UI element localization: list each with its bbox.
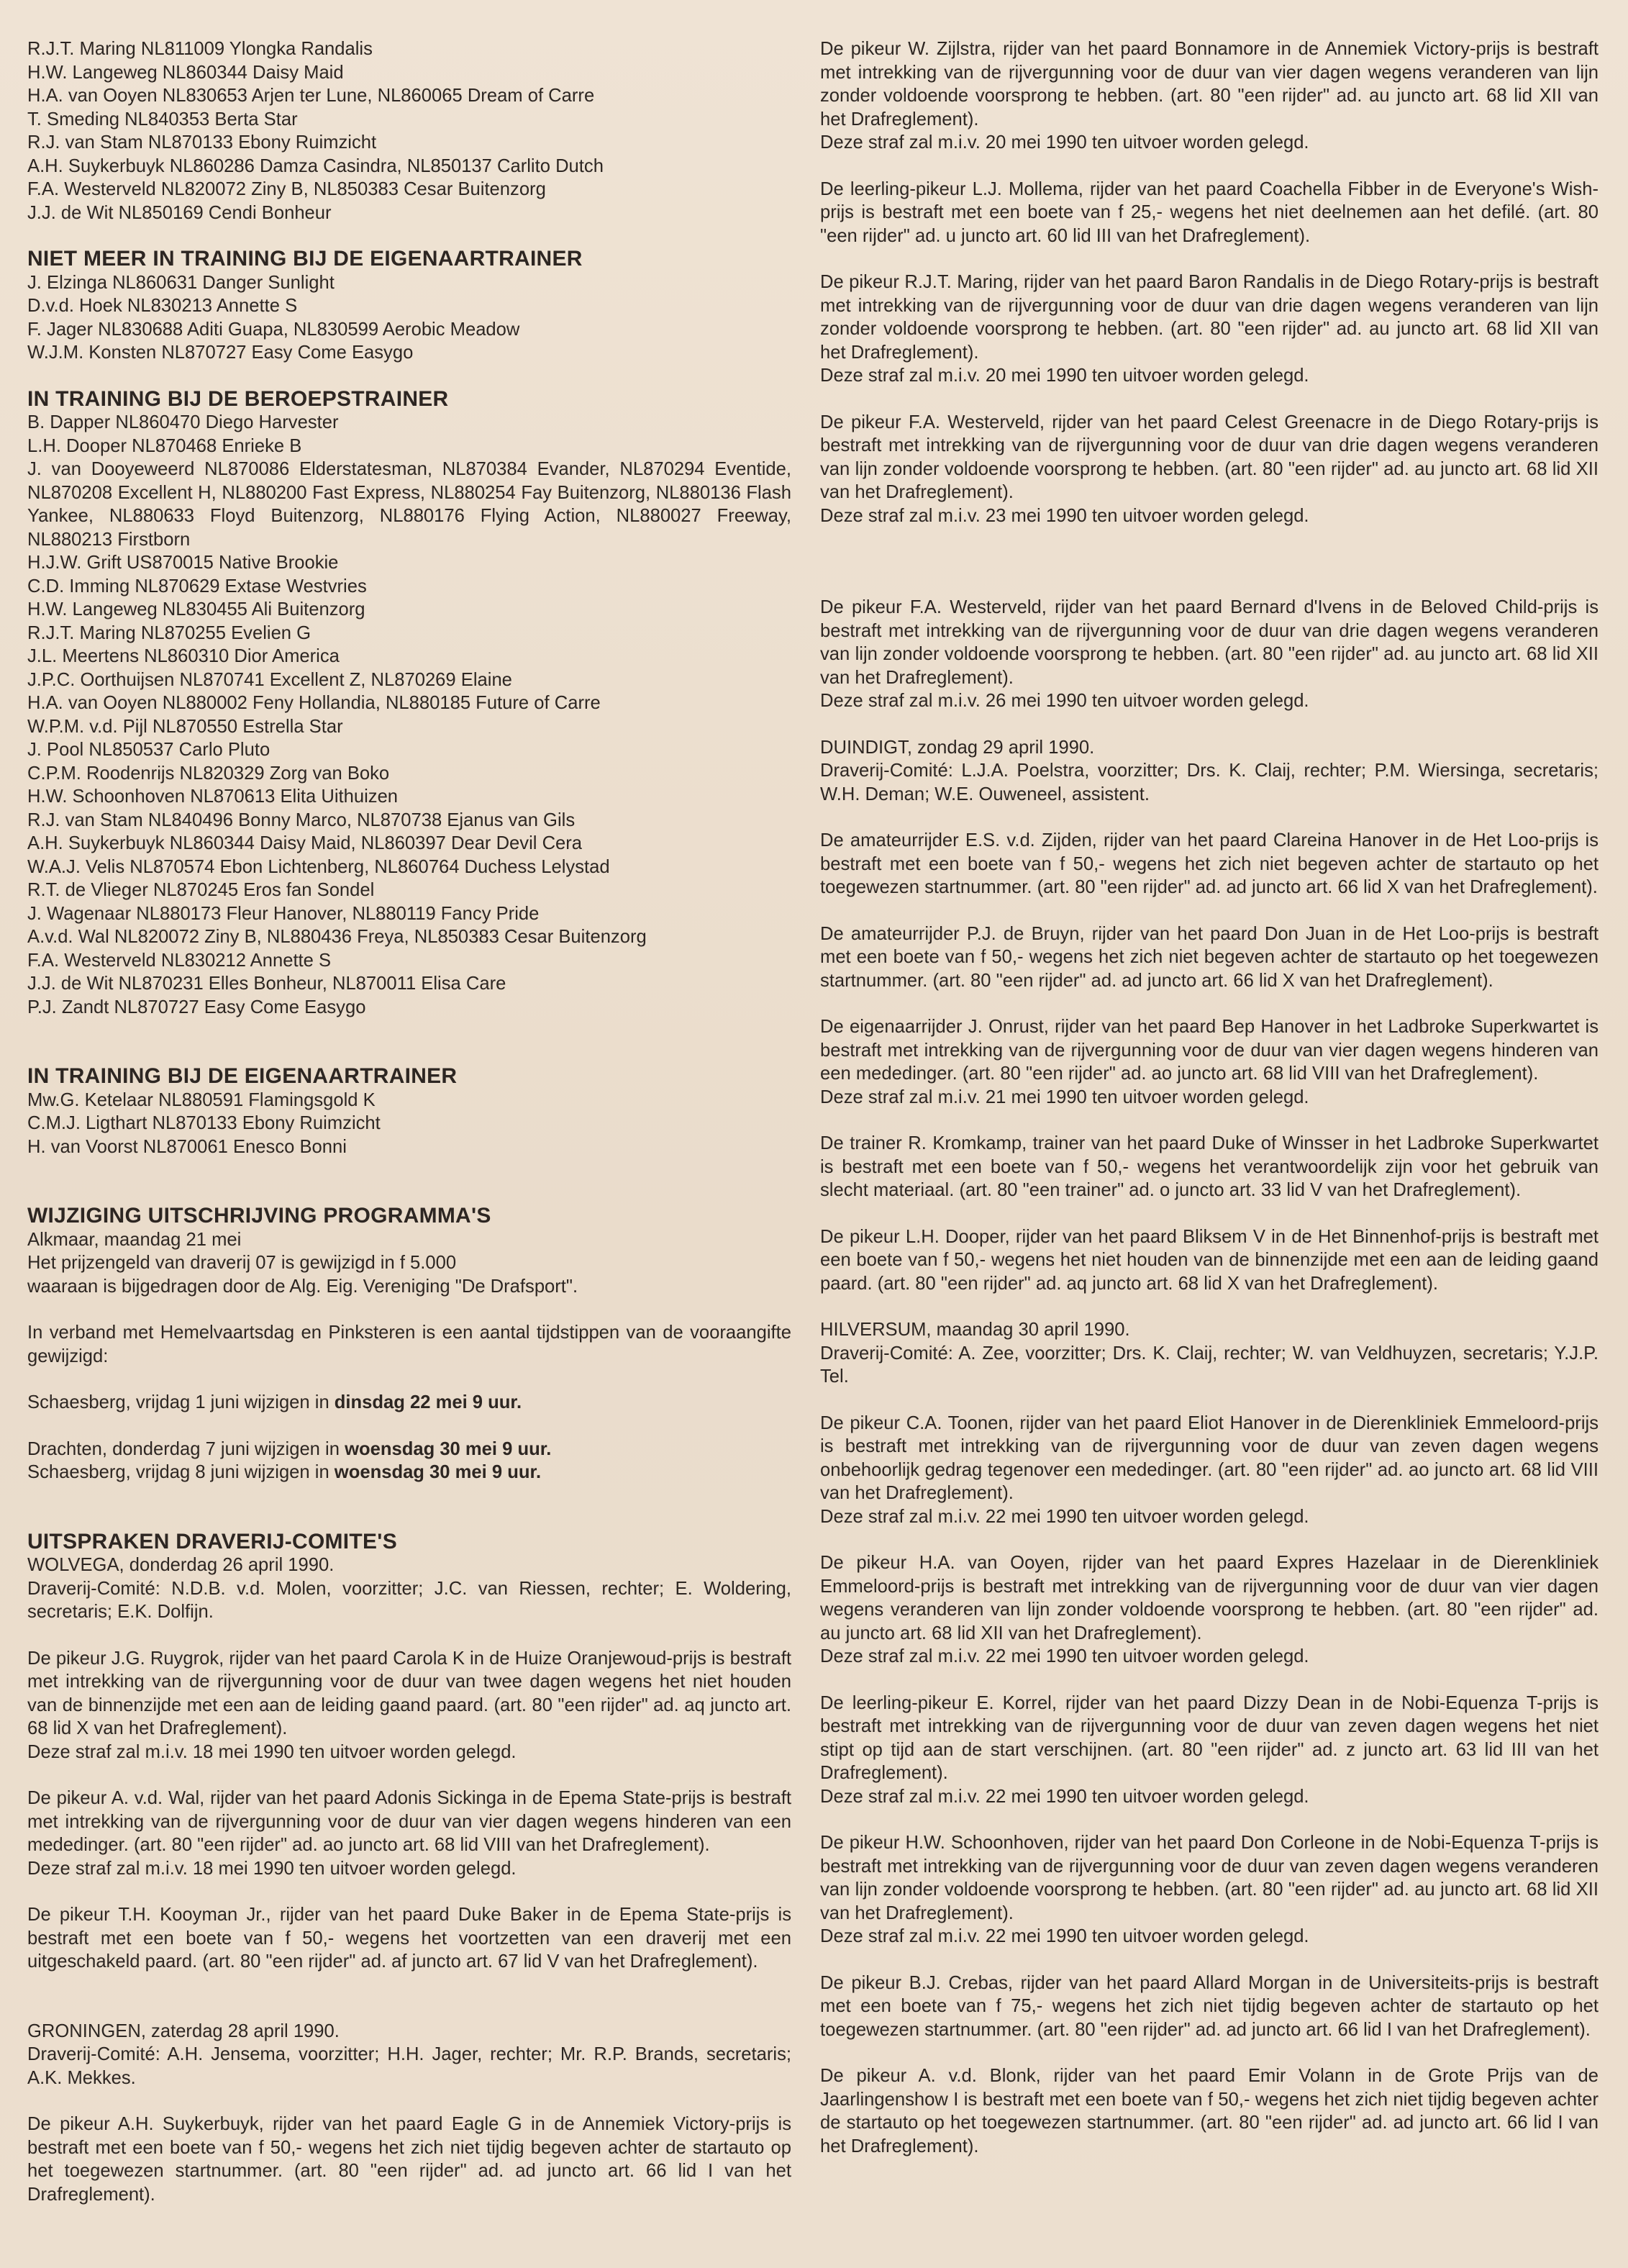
section-heading-niet-meer: NIET MEER IN TRAINING BIJ DE EIGENAARTRAINER (27, 247, 583, 271)
list-item: J.J. de Wit NL850169 Cendi Bonheur (27, 202, 332, 223)
list-item: H.A. van Ooyen NL880002 Feny Hollandia, NL880185 Future of Carre (27, 693, 601, 713)
list-item: W.J.M. Konsten NL870727 Easy Come Easygo (27, 343, 414, 363)
section-heading-wijziging: WIJZIGING UITSCHRIJVING PROGRAMMA'S (27, 1204, 491, 1228)
schedule-line: Schaesberg, vrijdag 8 juni wijzigen in woensdag 30 mei 9 uur. (27, 1462, 542, 1482)
section-heading-eigenaartrainer: IN TRAINING BIJ DE EIGENAARTRAINER (27, 1064, 458, 1088)
schedule-line: Drachten, donderdag 7 juni wijzigen in woensdag 30 mei 9 uur. (27, 1438, 552, 1459)
list-item: H.W. Langeweg NL860344 Daisy Maid (27, 62, 344, 83)
schedule-line: Schaesberg, vrijdag 1 juni wijzigen in dinsdag 22 mei 9 uur. (27, 1392, 522, 1412)
meeting-date: DUINDIGT, zondag 29 april 1990. (820, 737, 1095, 758)
list-item: B. Dapper NL860470 Diego Harvester (27, 412, 339, 432)
list-item: H.W. Langeweg NL830455 Ali Buitenzorg (27, 599, 365, 620)
list-item: P.J. Zandt NL870727 Easy Come Easygo (27, 997, 366, 1017)
ruling-paragraph: De leerling-pikeur L.J. Mollema, rijder van het paard Coachella Fibber in de Everyone's Wish-prijs is bestraft met een boete van f 25,- wegens het niet deelnemen aan het defilé. (art. 80 "een rijder" ad. u juncto art. 60 lid III van het Drafreglement). (820, 178, 1599, 246)
penalty-line: Deze straf zal m.i.v. 18 mei 1990 ten uitvoer worden gelegd. (27, 1858, 517, 1879)
ruling-paragraph: De pikeur C.A. Toonen, rijder van het paard Eliot Hanover in de Dierenkliniek Emmeloord-prijs is bestraft met intrekking van de rijvergunning voor de duur van zeven dagen wegens onbehoorlijk gedrag tegenover een mededinger. (art. 80 "een rijder" ad. ao juncto art. 68 lid VIII van het Drafreglement). (820, 1412, 1599, 1503)
list-item: F.A. Westerveld NL820072 Ziny B, NL850383 Cesar Buitenzorg (27, 179, 546, 199)
meeting-date: HILVERSUM, maandag 30 april 1990. (820, 1320, 1130, 1340)
penalty-line: Deze straf zal m.i.v. 26 mei 1990 ten uitvoer worden gelegd. (820, 691, 1309, 711)
penalty-line: Deze straf zal m.i.v. 22 mei 1990 ten uitvoer worden gelegd. (820, 1786, 1309, 1807)
penalty-line: Deze straf zal m.i.v. 22 mei 1990 ten uitvoer worden gelegd. (820, 1506, 1309, 1527)
list-item: R.J. van Stam NL870133 Ebony Ruimzicht (27, 132, 377, 153)
list-item: J. Pool NL850537 Carlo Pluto (27, 740, 270, 760)
list-item: Mw.G. Ketelaar NL880591 Flamingsgold K (27, 1089, 376, 1110)
top-list (27, 37, 791, 224)
section-heading-uitspraken: UITSPRAKEN DRAVERIJ-COMITE'S (27, 1529, 397, 1553)
list-item: F. Jager NL830688 Aditi Guapa, NL830599 Aerobic Meadow (27, 319, 520, 340)
list-item: W.P.M. v.d. Pijl NL870550 Estrella Star (27, 716, 343, 737)
list-item: C.M.J. Ligthart NL870133 Ebony Ruimzicht (27, 1113, 381, 1133)
meeting-date: WOLVEGA, donderdag 26 april 1990. (27, 1555, 335, 1575)
list-item: H.W. Schoonhoven NL870613 Elita Uithuizen (27, 786, 399, 807)
ruling-paragraph: De pikeur A. v.d. Wal, rijder van het paard Adonis Sickinga in de Epema State-prijs is bestraft met intrekking van de rijvergunning voor de duur van vier dagen wegens hinderen van een mededinger. (art. 80 "een rijder" ad. ao juncto art. 68 lid VIII van het Drafreglement). (27, 1788, 791, 1855)
list-item: A.H. Suykerbuyk NL860286 Damza Casindra, NL850137 Carlito Dutch (27, 155, 604, 176)
ruling-paragraph: De amateurrijder P.J. de Bruyn, rijder van het paard Don Juan in de Het Loo-prijs is bestraft met een boete van f 50,- wegens het zich niet begeven achter de startauto op het toegewezen startnummer. (art. 80 "een rijder" ad. ad juncto art. 66 lid X van het Drafreglement). (820, 923, 1599, 991)
right-column (820, 37, 1599, 2158)
ruling-paragraph: De trainer R. Kromkamp, trainer van het paard Duke of Winsser in het Ladbroke Superkwartet is bestraft met een boete van f 50,- wegens het verantwoordelijk zijn voor het gebruik van slecht materiaal. (art. 80 "een trainer" ad. o juncto art. 33 lid V van het Drafreglement). (820, 1133, 1599, 1200)
list-item: H.A. van Ooyen NL830653 Arjen ter Lune, NL860065 Dream of Carre (27, 86, 595, 106)
comite-members: Draverij-Comité: A.H. Jensema, voorzitter; H.H. Jager, rechter; Mr. R.P. Brands, secretaris; A.K. Mekkes. (27, 2044, 791, 2088)
left-column (27, 37, 791, 2206)
list-item: D.v.d. Hoek NL830213 Annette S (27, 296, 298, 316)
paragraph: In verband met Hemelvaartsdag en Pinksteren is een aantal tijdstippen van de vooraangifte gewijzigd: (27, 1323, 791, 1366)
list-item: R.T. de Vlieger NL870245 Eros fan Sondel (27, 880, 375, 900)
penalty-line: Deze straf zal m.i.v. 22 mei 1990 ten uitvoer worden gelegd. (820, 1646, 1309, 1666)
text-line: waaraan is bijgedragen door de Alg. Eig. Vereniging "De Drafsport". (27, 1276, 578, 1297)
ruling-paragraph: De pikeur A. v.d. Blonk, rijder van het paard Emir Volann in de Grote Prijs van de Jaarlingenshow I is bestraft met een boete van f 50,- wegens het zich niet tijdig begeven achter de startauto op het toegewezen startnummer. (art. 80 "een rijder" ad. ad juncto art. 66 lid I van het Drafreglement). (820, 2066, 1599, 2156)
list-item: J.P.C. Oorthuijsen NL870741 Excellent Z, NL870269 Elaine (27, 669, 512, 690)
list-item: C.P.M. Roodenrijs NL820329 Zorg van Boko (27, 763, 390, 784)
text-line: Alkmaar, maandag 21 mei (27, 1229, 242, 1250)
list-item: J.J. de Wit NL870231 Elles Bonheur, NL870011 Elisa Care (27, 974, 506, 994)
penalty-line: Deze straf zal m.i.v. 22 mei 1990 ten uitvoer worden gelegd. (820, 1926, 1309, 1946)
penalty-line: Deze straf zal m.i.v. 20 mei 1990 ten uitvoer worden gelegd. (820, 132, 1309, 153)
list-item: L.H. Dooper NL870468 Enrieke B (27, 435, 302, 456)
ruling-paragraph: De pikeur L.H. Dooper, rijder van het paard Bliksem V in de Het Binnenhof-prijs is bestraft met een boete van f 50,- wegens het niet houden van de binnenzijde met een aan de leiding gaand paard. (art. 80 "een rijder" ad. aq juncto art. 68 lid X van het Drafreglement). (820, 1226, 1599, 1294)
ruling-paragraph: De pikeur R.J.T. Maring, rijder van het paard Baron Randalis in de Diego Rotary-prijs is bestraft met intrekking van de rijvergunning voor de duur van drie dagen wegens veranderen van lijn zonder voldoende voorsprong te hebben. (art. 80 "een rijder" ad. au juncto art. 68 lid XII van het Drafreglement). (820, 272, 1599, 363)
ruling-paragraph: De amateurrijder E.S. v.d. Zijden, rijder van het paard Clareina Hanover in de Het Loo-prijs is bestraft met een boete van f 50,- wegens het zich niet begeven achter de startauto op het toegewezen startnummer. (art. 80 "een rijder" ad. ad juncto art. 66 lid X van het Drafreglement). (820, 830, 1599, 897)
list-item: J. Wagenaar NL880173 Fleur Hanover, NL880119 Fancy Pride (27, 903, 540, 924)
list-item: R.J.T. Maring NL870255 Evelien G (27, 622, 311, 643)
section-heading-beroepstrainer: IN TRAINING BIJ DE BEROEPSTRAINER (27, 386, 449, 411)
list-item: R.J. van Stam NL840496 Bonny Marco, NL870738 Ejanus van Gils (27, 809, 576, 830)
penalty-line: Deze straf zal m.i.v. 20 mei 1990 ten uitvoer worden gelegd. (820, 366, 1309, 386)
text-line: Het prijzengeld van draverij 07 is gewijzigd in f 5.000 (27, 1253, 457, 1273)
list-item: A.H. Suykerbuyk NL860344 Daisy Maid, NL860397 Dear Devil Cera (27, 833, 583, 853)
ruling-paragraph: De pikeur H.W. Schoonhoven, rijder van het paard Don Corleone in de Nobi-Equenza T-prijs is bestraft met intrekking van de rijvergunning voor de duur van zeven dagen wegens veranderen van lijn zonder voldoende voorsprong te hebben. (art. 80 "een rijder" ad. au juncto art. 68 lid XII van het Drafreglement). (820, 1833, 1599, 1923)
list-item: J. Elzinga NL860631 Danger Sunlight (27, 272, 335, 293)
ruling-paragraph: De pikeur F.A. Westerveld, rijder van het paard Bernard d'Ivens in de Beloved Child-prijs is bestraft met intrekking van de rijvergunning voor de duur van drie dagen wegens veranderen van lijn zonder voldoende voorsprong te hebben. (art. 80 "een rijder" ad. au juncto art. 68 lid XII van het Drafreglement). (820, 597, 1599, 688)
ruling-paragraph: De pikeur B.J. Crebas, rijder van het paard Allard Morgan in de Universiteits-prijs is bestraft met een boete van f 75,- wegens het zich niet tijdig begeven achter de startauto op het toegewezen startnummer. (art. 80 "een rijder" ad. ad juncto art. 66 lid I van het Drafreglement). (820, 1972, 1599, 2040)
ruling-paragraph: De eigenaarrijder J. Onrust, rijder van het paard Bep Hanover in het Ladbroke Superkwartet is bestraft met intrekking van de rijvergunning voor de duur van vier dagen wegens hinderen van een mededinger. (art. 80 "een rijder" ad. ao juncto art. 68 lid VIII van het Drafreglement). (820, 1017, 1599, 1084)
list-item: T. Smeding NL840353 Berta Star (27, 109, 298, 130)
list-item: H.J.W. Grift US870015 Native Brookie (27, 553, 339, 573)
penalty-line: Deze straf zal m.i.v. 23 mei 1990 ten uitvoer worden gelegd. (820, 505, 1309, 526)
list-item: R.J.T. Maring NL811009 Ylongka Randalis (27, 39, 373, 59)
list-item: J.L. Meertens NL860310 Dior America (27, 646, 340, 666)
meeting-date: GRONINGEN, zaterdag 28 april 1990. (27, 2020, 340, 2041)
ruling-paragraph: De pikeur F.A. Westerveld, rijder van het paard Celest Greenacre in de Diego Rotary-prijs is bestraft met intrekking van de rijvergunning voor de duur van drie dagen wegens veranderen van lijn zonder voldoende voorsprong te hebben. (art. 80 "een rijder" ad. au juncto art. 68 lid XII van het Drafreglement). (820, 412, 1599, 502)
ruling-paragraph: De leerling-pikeur E. Korrel, rijder van het paard Dizzy Dean in de Nobi-Equenza T-prijs is bestraft met intrekking van de rijvergunning voor de duur van zeven dagen wegens het niet stipt op tijd aan de start verschijnen. (art. 80 "een rijder" ad. z juncto art. 63 lid III van het Drafreglement). (820, 1692, 1599, 1783)
list-item: F.A. Westerveld NL830212 Annette S (27, 950, 332, 971)
ruling-paragraph: De pikeur W. Zijlstra, rijder van het paard Bonnamore in de Annemiek Victory-prijs is bestraft met intrekking van de rijvergunning voor de duur van vier dagen wegens veranderen van lijn zonder voldoende voorsprong te hebben. (art. 80 "een rijder" ad. au juncto art. 68 lid XII van het Drafreglement). (820, 39, 1599, 130)
ruling-paragraph: De pikeur J.G. Ruygrok, rijder van het paard Carola K in de Huize Oranjewoud-prijs is bestraft met intrekking van de rijvergunning voor de duur van twee dagen wegens het niet houden van de binnenzijde met een aan de leiding gaand paard. (art. 80 "een rijder" ad. aq juncto art. 68 lid X van het Drafreglement). (27, 1648, 791, 1738)
penalty-line: Deze straf zal m.i.v. 18 mei 1990 ten uitvoer worden gelegd. (27, 1741, 517, 1762)
ruling-paragraph: De pikeur H.A. van Ooyen, rijder van het paard Expres Hazelaar in de Dierenkliniek Emmeloord-prijs is bestraft met intrekking van de rijvergunning voor de duur van vier dagen wegens veranderen van lijn zonder voldoende voorsprong te hebben. (art. 80 "een rijder" ad. au juncto art. 68 lid XII van het Drafreglement). (820, 1553, 1599, 1643)
ruling-paragraph: De pikeur A.H. Suykerbuyk, rijder van het paard Eagle G in de Annemiek Victory-prijs is bestraft met een boete van f 50,- wegens het zich niet tijdig begeven achter de startauto op het toegewezen startnummer. (art. 80 "een rijder" ad. ad juncto art. 66 lid I van het Drafreglement). (27, 2114, 791, 2205)
list-item: C.D. Imming NL870629 Extase Westvries (27, 576, 367, 597)
penalty-line: Deze straf zal m.i.v. 21 mei 1990 ten uitvoer worden gelegd. (820, 1087, 1309, 1107)
comite-members: Draverij-Comité: A. Zee, voorzitter; Drs. K. Claij, rechter; W. van Veldhuyzen, secretaris; Y.J.P. Tel. (820, 1343, 1599, 1387)
comite-members: Draverij-Comité: N.D.B. v.d. Molen, voorzitter; J.C. van Riessen, rechter; E. Woldering, secretaris; E.K. Dolfijn. (27, 1578, 791, 1622)
list-item: H. van Voorst NL870061 Enesco Bonni (27, 1136, 347, 1157)
ruling-paragraph: De pikeur T.H. Kooyman Jr., rijder van het paard Duke Baker in de Epema State-prijs is bestraft met een boete van f 50,- wegens het voortzetten van een draverij met een uitgeschakeld paard. (art. 80 "een rijder" ad. af juncto art. 67 lid V van het Drafreglement). (27, 1905, 791, 1972)
list-item: A.v.d. Wal NL820072 Ziny B, NL880436 Freya, NL850383 Cesar Buitenzorg (27, 927, 647, 947)
comite-members: Draverij-Comité: L.J.A. Poelstra, voorzitter; Drs. K. Claij, rechter; P.M. Wiersinga, secretaris; W.H. Deman; W.E. Ouweneel, assistent. (820, 761, 1599, 804)
list-item-dooyeweerd: J. van Dooyeweerd NL870086 Elderstatesman, NL870384 Evander, NL870294 Eventide, NL870208 Excellent H, NL880200 Fast Express, NL880254 Fay Buitenzorg, NL880136 Flash Yankee, NL880633 Floyd Buitenzorg, NL880176 Flying Action, NL880027 Freeway, NL880213 Firstborn (27, 459, 791, 550)
list-item: W.A.J. Velis NL870574 Ebon Lichtenberg, NL860764 Duchess Lelystad (27, 856, 610, 877)
